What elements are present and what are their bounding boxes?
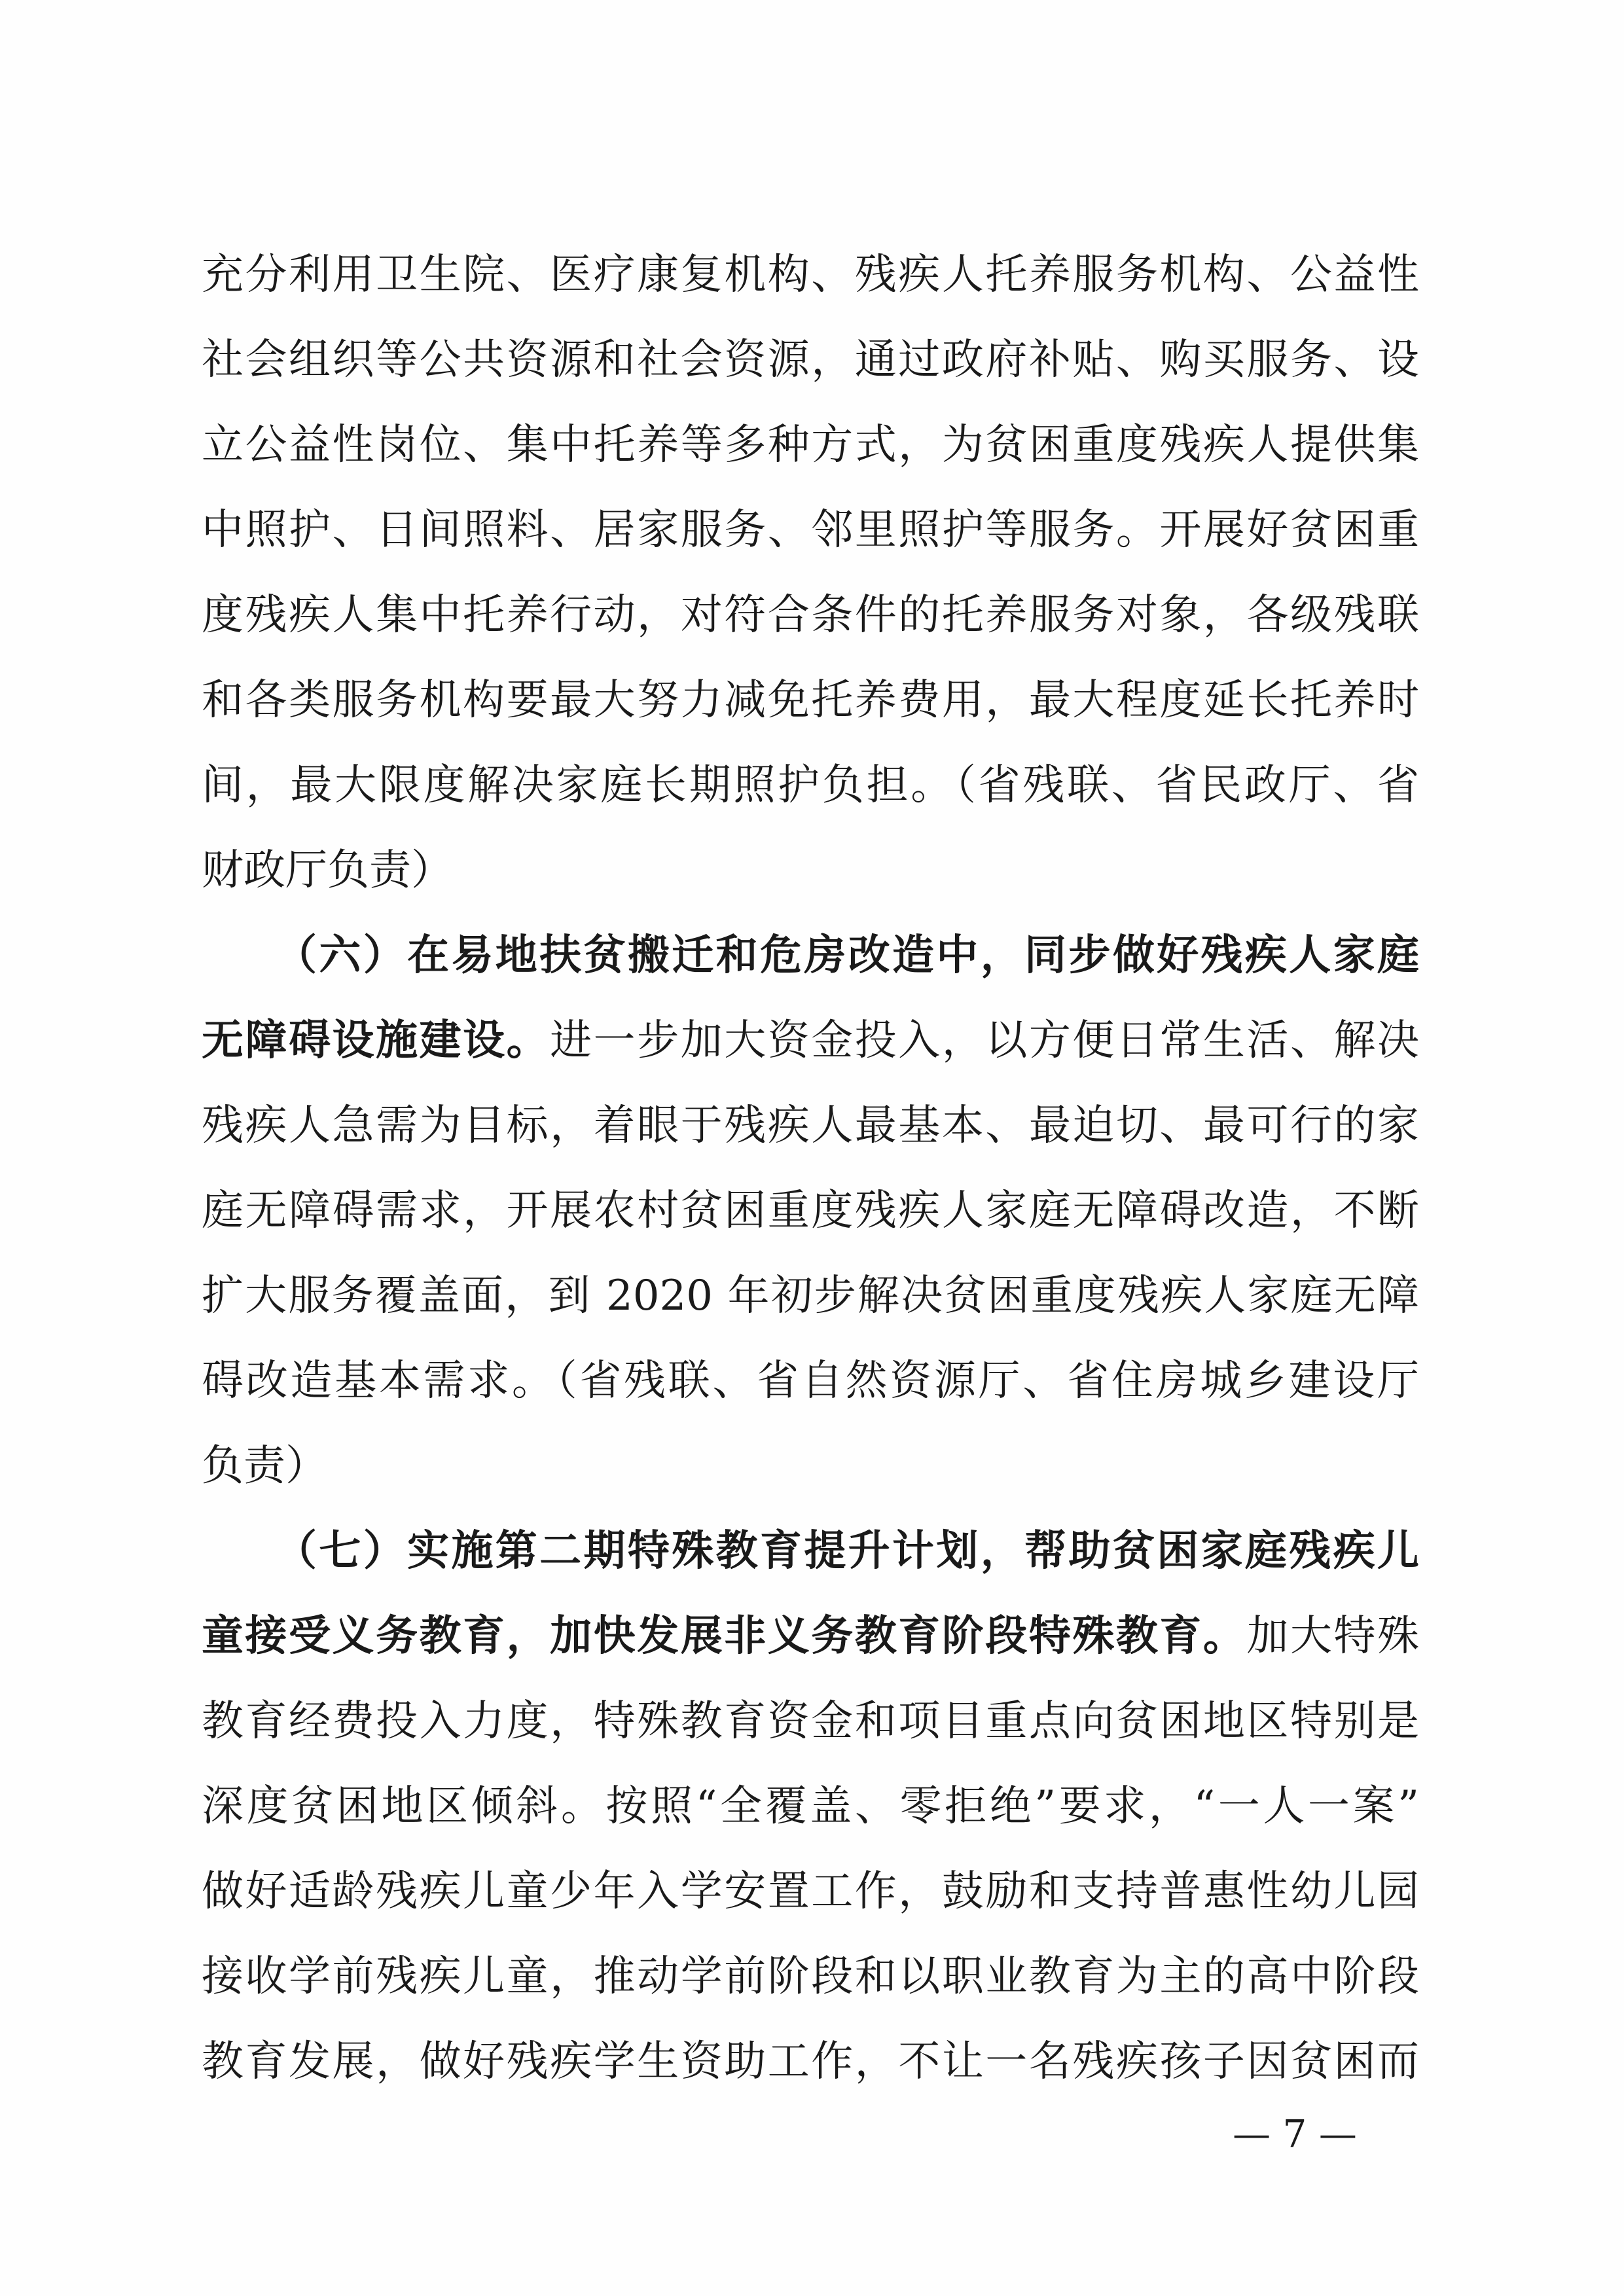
section-7-heading-bold: 童接受义务教育，加快发展非义务教育阶段特殊教育。: [202, 1611, 1247, 1660]
section-7-line-7: 教育发展，做好残疾学生资助工作，不让一名残疾孩子因贫困而: [202, 2037, 1419, 2086]
section-6-line-6: 碍改造基本需求。（省残联、省自然资源厅、省住房城乡建设厅: [202, 1357, 1419, 1405]
section-7-line-6: 接收学前残疾儿童，推动学前阶段和以职业教育为主的高中阶段: [202, 1952, 1419, 2001]
section-7-heading-line-1: （七）实施第二期特殊教育提升计划，帮助贫困家庭残疾儿: [275, 1526, 1419, 1575]
section-7-line-5: 做好适龄残疾儿童少年入学安置工作，鼓励和支持普惠性幼儿园: [202, 1867, 1419, 1916]
section-6-line-7: 负责）: [202, 1442, 327, 1490]
body-line-8: 财政厅负责）: [202, 846, 453, 895]
body-line-2: 社会组织等公共资源和社会资源，通过政府补贴、购买服务、设: [202, 336, 1419, 384]
section-6-line-4: 庭无障碍需求，开展农村贫困重度残疾人家庭无障碍改造，不断: [202, 1187, 1419, 1235]
section-6-heading-line-1: （六）在易地扶贫搬迁和危房改造中，同步做好残疾人家庭: [275, 931, 1419, 980]
section-7-heading-rest: 加大特殊: [1246, 1612, 1420, 1660]
section-7-line-3: 教育经费投入力度，特殊教育资金和项目重点向贫困地区特别是: [202, 1697, 1419, 1746]
body-line-3: 立公益性岗位、集中托养等多种方式，为贫困重度残疾人提供集: [202, 421, 1419, 469]
body-line-6: 和各类服务机构要最大努力减免托养费用，最大程度延长托养时: [202, 676, 1419, 725]
page-number: — 7 —: [1233, 2111, 1357, 2156]
section-7-line-4: 深度贫困地区倾斜。按照“全覆盖、零拒绝”要求，“一人一案”: [202, 1782, 1419, 1831]
section-6-line-5: 扩大服务覆盖面，到 2020 年初步解决贫困重度残疾人家庭无障: [202, 1272, 1419, 1320]
body-line-5: 度残疾人集中托养行动，对符合条件的托养服务对象，各级残联: [202, 591, 1419, 639]
body-line-7: 间，最大限度解决家庭长期照护负担。（省残联、省民政厅、省: [202, 761, 1419, 810]
section-6-line-3: 残疾人急需为目标，着眼于残疾人最基本、最迫切、最可行的家: [202, 1102, 1419, 1150]
section-6-heading-rest: 进一步加大资金投入，以方便日常生活、解决: [550, 1016, 1420, 1065]
body-line-1: 充分利用卫生院、医疗康复机构、残疾人托养服务机构、公益性: [202, 251, 1419, 299]
section-7-line-2: [202, 1610, 1419, 1662]
body-line-4: 中照护、日间照料、居家服务、邻里照护等服务。开展好贫困重: [202, 506, 1419, 554]
section-6-line-2: [202, 1014, 1419, 1067]
section-6-heading-bold: 无障碍设施建设。: [202, 1016, 550, 1065]
